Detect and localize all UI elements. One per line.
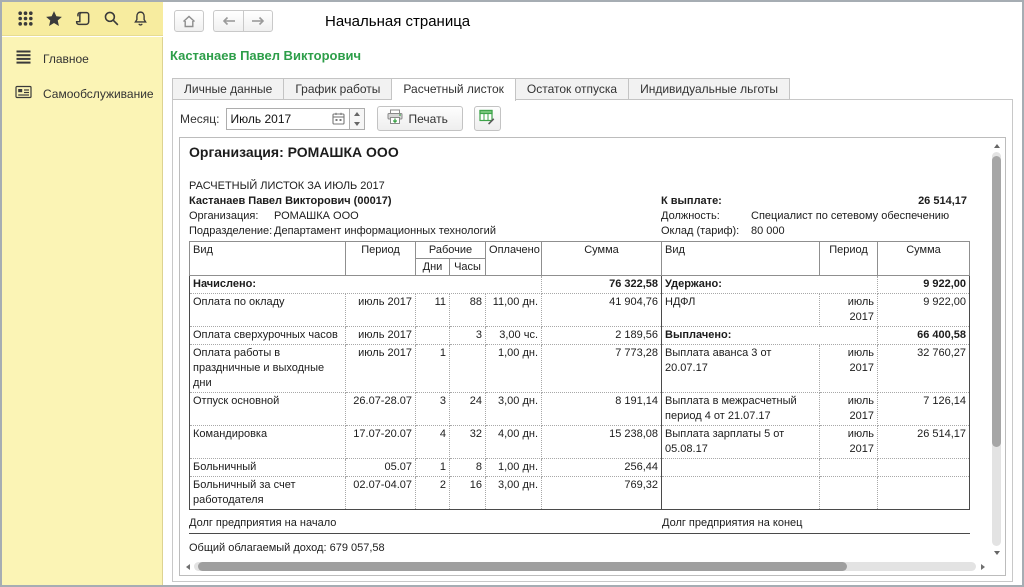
- controls-row: [180, 106, 501, 131]
- notifications-bell-icon[interactable]: [129, 8, 151, 30]
- payslip-table-cell: 3,00 дн.: [486, 477, 542, 510]
- tab-vacation-balance[interactable]: Остаток отпуска: [516, 78, 629, 100]
- history-nav-group: [213, 10, 273, 32]
- payslip-table-cell: 11: [416, 294, 450, 327]
- print-button[interactable]: [377, 106, 463, 131]
- sidebar-item-selfservice[interactable]: [2, 76, 162, 111]
- payslip-table-cell: 11,00 дн.: [486, 294, 542, 327]
- payslip-table-cell: 2 189,56: [542, 327, 662, 345]
- payslip-table-cell: 8: [450, 459, 486, 477]
- payslip-table-cell: июль 2017: [820, 345, 878, 393]
- payslip-tab-panel: [172, 99, 1013, 582]
- payslip-table-cell: [662, 459, 820, 477]
- printer-icon: [387, 109, 403, 128]
- payslip-table-cell: 41 904,76: [542, 294, 662, 327]
- top-toolbar: [2, 2, 163, 36]
- payslip-table-cell: Выплата зарплаты 5 от 05.08.17: [662, 426, 820, 459]
- apps-grid-icon[interactable]: [14, 8, 36, 30]
- table-edit-icon: [479, 109, 495, 128]
- payslip-table-cell: 3: [416, 393, 450, 426]
- payslip-table-cell: [416, 327, 450, 345]
- col-header-sum: Сумма: [542, 242, 662, 276]
- field-value: 80 000: [751, 225, 785, 237]
- spinner-down-button[interactable]: [350, 119, 364, 129]
- payslip-table-cell: НДФЛ: [662, 294, 820, 327]
- vertical-scroll-track[interactable]: [992, 152, 1001, 546]
- sidebar-item-main[interactable]: [2, 41, 162, 76]
- payslip-table-cell: 15 238,08: [542, 426, 662, 459]
- payslip-table-row: [190, 426, 970, 459]
- taxable-income-line: Общий облагаемый доход: 679 057,58: [189, 542, 385, 554]
- payslip-table-cell: [878, 477, 970, 510]
- payslip-table-cell: июль 2017: [820, 426, 878, 459]
- scroll-left-arrow[interactable]: [182, 560, 193, 573]
- debt-start-label: Долг предприятия на начало: [189, 517, 337, 529]
- payslip-table-cell: 1: [416, 459, 450, 477]
- payslip-table: [189, 241, 970, 510]
- payslip-table-cell: Начислено:: [190, 276, 542, 294]
- payslip-table-cell: 26.07-28.07: [346, 393, 416, 426]
- scroll-right-arrow[interactable]: [977, 560, 988, 573]
- payslip-table-cell: 88: [450, 294, 486, 327]
- payslip-table-cell: Оплата работы в праздничные и выходные дни: [190, 345, 346, 393]
- to-pay-value: 26 514,17: [918, 195, 967, 207]
- payslip-table-row: [190, 276, 970, 294]
- debt-row: [189, 514, 970, 534]
- col-header-period: Период: [346, 242, 416, 276]
- payslip-table-cell: 769,32: [542, 477, 662, 510]
- payslip-table-cell: Выплачено:: [662, 327, 878, 345]
- month-field: [226, 108, 350, 130]
- col-header-sum2: Сумма: [878, 242, 970, 276]
- payslip-table-row: [190, 477, 970, 510]
- payslip-table-cell: 7 773,28: [542, 345, 662, 393]
- payslip-table-cell: июль 2017: [346, 327, 416, 345]
- to-pay-label: К выплате:: [661, 195, 722, 207]
- payslip-table-cell: 9 922,00: [878, 276, 970, 294]
- debt-end-label: Долг предприятия на конец: [662, 517, 803, 529]
- payslip-table-cell: 32: [450, 426, 486, 459]
- payslip-table-cell: 16: [450, 477, 486, 510]
- payslip-table-cell: 9 922,00: [878, 294, 970, 327]
- sidebar-item-label: Главное: [43, 51, 89, 66]
- payslip-table-cell: июль 2017: [346, 345, 416, 393]
- payslip-table-cell: 66 400,58: [878, 327, 970, 345]
- field-label: Оклад (тариф):: [661, 225, 740, 237]
- field-label: Организация:: [189, 210, 259, 222]
- payslip-table-cell: июль 2017: [820, 393, 878, 426]
- vertical-scroll-thumb[interactable]: [992, 156, 1001, 448]
- payslip-table-cell: Отпуск основной: [190, 393, 346, 426]
- payslip-table-cell: Выплата в межрасчетный период 4 от 21.07.17: [662, 393, 820, 426]
- payslip-table-cell: [450, 345, 486, 393]
- payslip-table-cell: 3: [450, 327, 486, 345]
- payslip-table-cell: 1,00 дн.: [486, 345, 542, 393]
- payslip-table-cell: [662, 477, 820, 510]
- payslip-report: [189, 144, 989, 554]
- search-icon[interactable]: [100, 8, 122, 30]
- month-input[interactable]: [227, 110, 329, 128]
- horizontal-scroll-track[interactable]: [194, 562, 976, 571]
- tab-personal-data[interactable]: Личные данные: [172, 78, 284, 100]
- payslip-table-cell: 7 126,14: [878, 393, 970, 426]
- payslip-table-row: [190, 327, 970, 345]
- payslip-table-cell: 26 514,17: [878, 426, 970, 459]
- payslip-table-cell: Удержано:: [662, 276, 878, 294]
- field-value: Специалист по сетевому обеспечению: [751, 210, 950, 222]
- payslip-table-cell: 8 191,14: [542, 393, 662, 426]
- history-scroll-icon[interactable]: [72, 8, 94, 30]
- tab-individual-benefits[interactable]: Индивидуальные льготы: [629, 78, 790, 100]
- field-value: Департамент информационных технологий: [274, 225, 496, 237]
- payslip-table-cell: июль 2017: [346, 294, 416, 327]
- home-button[interactable]: [174, 10, 204, 32]
- payslip-table-cell: 4,00 дн.: [486, 426, 542, 459]
- payslip-table-cell: 4: [416, 426, 450, 459]
- payslip-table-cell: Оплата по окладу: [190, 294, 346, 327]
- payslip-table-cell: 32 760,27: [878, 345, 970, 393]
- report-settings-button[interactable]: [474, 106, 501, 131]
- page-title: Начальная страница: [325, 12, 471, 30]
- calendar-icon[interactable]: [329, 109, 349, 129]
- payslip-table-cell: 24: [450, 393, 486, 426]
- payslip-table-row: [190, 393, 970, 426]
- navigation-row: [174, 10, 470, 32]
- tab-payslip[interactable]: Расчетный листок: [392, 78, 515, 101]
- forward-button[interactable]: [243, 10, 273, 32]
- col-header-kind2: Вид: [662, 242, 820, 276]
- payslip-table-cell: Выплата аванса 3 от 20.07.17: [662, 345, 820, 393]
- field-label: Подразделение:: [189, 225, 273, 237]
- month-spinner: [350, 108, 365, 130]
- employee-topay-row: [189, 194, 970, 209]
- payslip-report-panel: [179, 137, 1006, 576]
- sidebar-item-label: Самообслуживание: [43, 86, 154, 101]
- horizontal-scroll-thumb[interactable]: [198, 562, 847, 571]
- back-button[interactable]: [213, 10, 243, 32]
- favorites-star-icon[interactable]: [43, 8, 65, 30]
- payslip-table-cell: 17.07-20.07: [346, 426, 416, 459]
- print-button-label: Печать: [408, 111, 448, 126]
- col-header-paid: Оплачено: [486, 242, 542, 276]
- tab-bar: [172, 78, 790, 101]
- payslip-table-cell: 05.07: [346, 459, 416, 477]
- col-header-days: Дни: [416, 259, 450, 276]
- col-header-period2: Период: [820, 242, 878, 276]
- employee-heading: Кастанаев Павел Викторович: [170, 48, 361, 63]
- payslip-table-cell: [820, 477, 878, 510]
- payslip-table-cell: 1: [416, 345, 450, 393]
- payslip-table-cell: [878, 459, 970, 477]
- payslip-table-row: [190, 294, 970, 327]
- field-label: Должность:: [661, 210, 720, 222]
- organization-title: Организация: РОМАШКА ООО: [189, 144, 399, 160]
- payslip-table-cell: Больничный: [190, 459, 346, 477]
- payslip-table-cell: 3,00 чс.: [486, 327, 542, 345]
- col-header-hours: Часы: [450, 259, 486, 276]
- sidebar: [2, 37, 163, 585]
- payslip-table-cell: Командировка: [190, 426, 346, 459]
- horizontal-scrollbar: [182, 560, 988, 573]
- payslip-table-cell: июль 2017: [820, 294, 878, 327]
- scroll-up-arrow[interactable]: [990, 140, 1003, 151]
- col-header-kind: Вид: [190, 242, 346, 276]
- payslip-table-body: [190, 276, 970, 510]
- report-title: РАСЧЕТНЫЙ ЛИСТОК ЗА ИЮЛЬ 2017: [189, 180, 385, 192]
- vertical-scrollbar: [990, 140, 1003, 558]
- org-position-row: [189, 209, 970, 224]
- employee-line: Кастанаев Павел Викторович (00017): [189, 195, 392, 207]
- payslip-table-row: [190, 345, 970, 393]
- tab-work-schedule[interactable]: График работы: [284, 78, 392, 100]
- payslip-table-cell: 256,44: [542, 459, 662, 477]
- payslip-table-cell: 1,00 дн.: [486, 459, 542, 477]
- department-salary-row: [189, 224, 970, 239]
- badge-card-icon: [15, 85, 32, 102]
- table-header-row: [190, 242, 970, 259]
- payslip-table-cell: 76 322,58: [542, 276, 662, 294]
- scroll-down-arrow[interactable]: [990, 547, 1003, 558]
- payslip-table-row: [190, 459, 970, 477]
- payslip-table-cell: 02.07-04.07: [346, 477, 416, 510]
- payslip-table-cell: [820, 459, 878, 477]
- month-label: Месяц:: [180, 111, 220, 126]
- main-area: [163, 2, 1022, 585]
- payslip-table-cell: Больничный за счет работодателя: [190, 477, 346, 510]
- field-value: РОМАШКА ООО: [274, 210, 359, 222]
- spinner-up-button[interactable]: [350, 109, 364, 119]
- menu-lines-icon: [15, 50, 32, 67]
- payslip-table-cell: 3,00 дн.: [486, 393, 542, 426]
- payslip-table-cell: Оплата сверхурочных часов: [190, 327, 346, 345]
- col-header-work: Рабочие: [416, 242, 486, 259]
- payslip-table-cell: 2: [416, 477, 450, 510]
